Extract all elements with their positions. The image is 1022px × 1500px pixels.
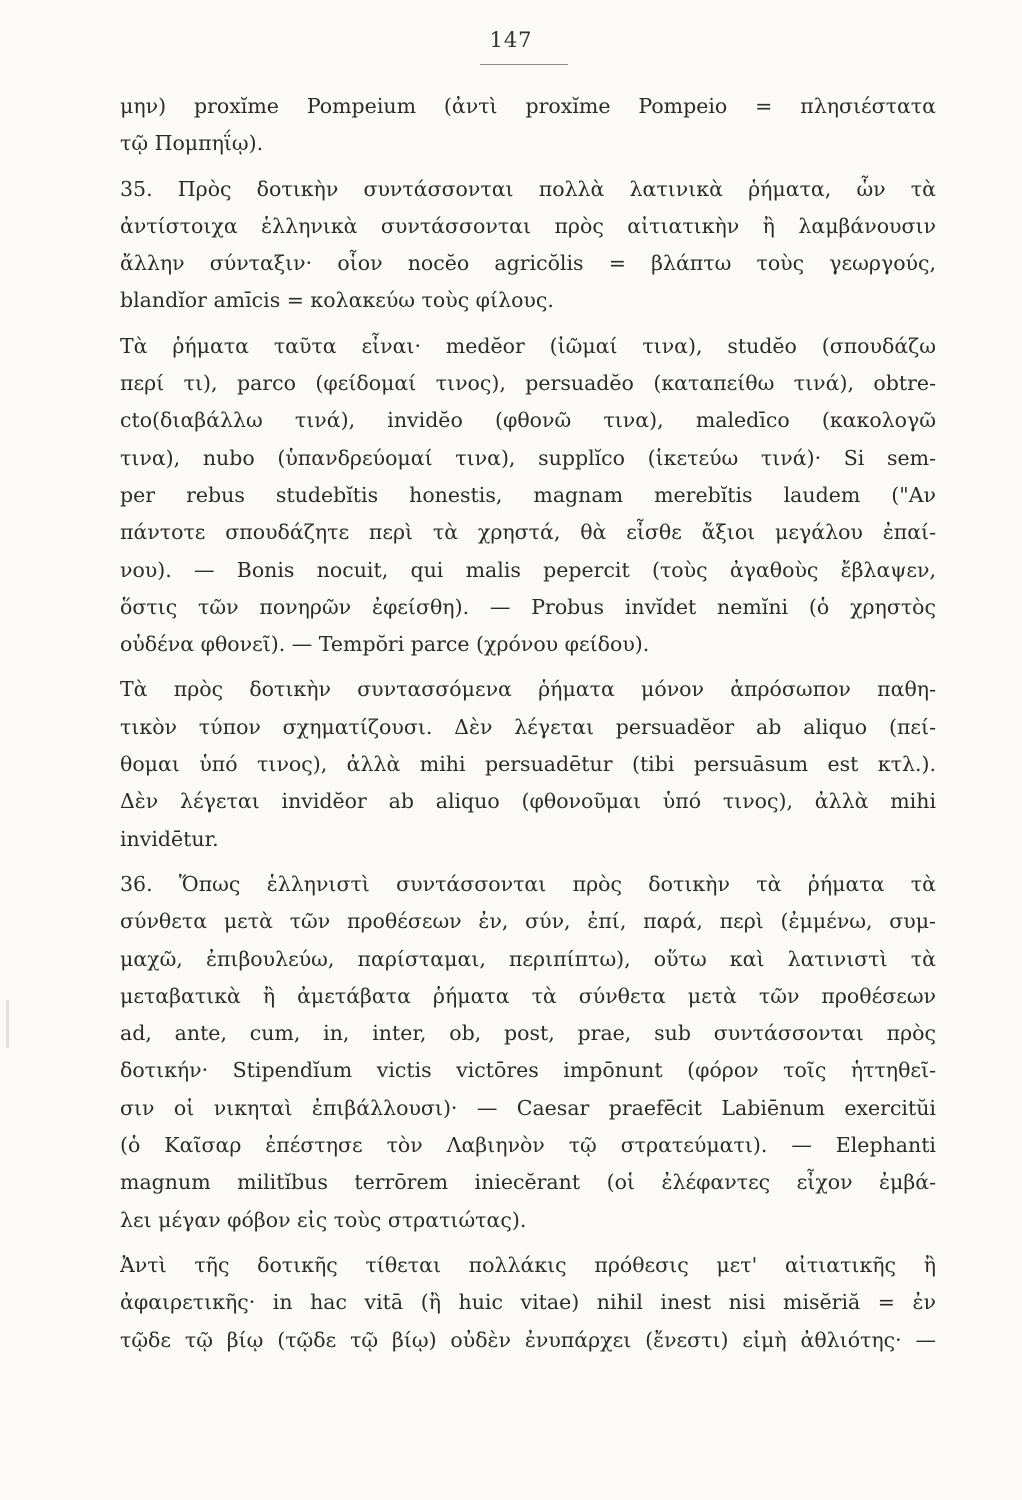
text-line: λει μέγαν φόβον εἰς τοὺς στρατιώτας). xyxy=(120,1207,527,1232)
text-line: Δὲν λέγεται invidĕor ab aliquo (φθονοῦμαι ὑπό τινος), ἀλλὰ mihi xyxy=(120,789,936,814)
text-line: 36. Ὅπως ἑλληνιστὶ συντάσσονται πρὸς δοτικὴν τὰ ῥήματα τὰ xyxy=(120,871,936,896)
body-text xyxy=(120,88,936,1359)
header-rule xyxy=(480,64,568,65)
text-line: μην) proxĭme Pompeium (ἀντὶ proxĭme Pompeio = πλησιέστατα xyxy=(120,94,936,118)
text-line: σιν οἱ νικηταὶ ἐπιβάλλουσι)· — Caesar praefēcit Labiēnum exercitŭi xyxy=(120,1095,936,1120)
text-line: τινα), nubo (ὑπανδρεύομαί τινα), supplĭco (ἱκετεύω τινά)· Si sem- xyxy=(120,445,936,470)
text-line: ἀντίστοιχα ἑλληνικὰ συντάσσονται πρὸς αἰτιατικὴν ἢ λαμβάνουσιν xyxy=(120,213,936,238)
text-line: μαχῶ, ἐπιβουλεύω, παρίσταμαι, περιπίπτω), οὕτω καὶ λατινιστὶ τὰ xyxy=(120,946,936,971)
text-line: magnum militĭbus terrōrem iniecĕrant (οἱ ἐλέφαντες εἶχον ἐμβά- xyxy=(120,1170,936,1195)
paragraph-gap xyxy=(120,663,936,671)
text-line: τικὸν τύπον σχηματίζουσι. Δὲν λέγεται persuadĕor ab aliquo (πεί- xyxy=(120,714,936,739)
text-line: τῷ Πομπηΐῳ). xyxy=(120,131,264,156)
text-line: Τὰ ῥήματα ταῦτα εἶναι· medĕor (ἰῶμαί τινα), studĕo (σπουδάζω xyxy=(120,333,936,358)
text-line: μεταβατικὰ ἢ ἀμετάβατα ῥήματα τὰ σύνθετα μετὰ τῶν προθέσεων xyxy=(120,983,936,1008)
text-line: per rebus studebĭtis honestis, magnam merebĭtis laudem ("Αν xyxy=(120,482,936,507)
text-line: ἀφαιρετικῆς· in hac vitā (ἢ huic vitae) nihil inest nisi misĕriă = ἐν xyxy=(120,1290,936,1315)
text-line: τῷδε τῷ βίῳ (τῷδε τῷ βίῳ) οὐδὲν ἐνυπάρχει (ἔνεστι) εἰμὴ ἀθλιότης· — xyxy=(120,1327,936,1352)
text-line: περί τι), parco (φείδομαί τινος), persuadĕo (καταπείθω τινά), obtre- xyxy=(120,371,936,396)
text-line: θομαι ὑπό τινος), ἀλλὰ mihi persuadētur (tibi persuāsum est κτλ.). xyxy=(120,752,936,777)
text-line: invidētur. xyxy=(120,826,219,851)
paragraph-gap xyxy=(120,320,936,328)
text-line: 35. Πρὸς δοτικὴν συντάσσονται πολλὰ λατινικὰ ῥήματα, ὧν τὰ xyxy=(120,176,936,201)
text-line: Τὰ πρὸς δοτικὴν συντασσόμενα ῥήματα μόνον ἀπρόσωπον παθη- xyxy=(120,677,936,702)
text-line: ὅστις τῶν πονηρῶν ἐφείσθη). — Probus invĭdet nemĭni (ὁ χρηστὸς xyxy=(120,594,936,619)
text-line: (ὁ Καῖσαρ ἐπέστησε τὸν Λαβιηνὸν τῷ στρατεύματι). — Elephanti xyxy=(120,1133,936,1158)
text-line: σύνθετα μετὰ τῶν προθέσεων ἐν, σύν, ἐπί, παρά, περὶ (ἐμμένω, συμ- xyxy=(120,909,936,934)
page-number: 147 xyxy=(489,28,533,52)
text-line: νου). — Bonis nocuit, qui malis pepercit (τοὺς ἀγαθοὺς ἔβλαψεν, xyxy=(120,557,936,582)
text-line: πάντοτε σπουδάζητε περὶ τὰ χρηστά, θὰ εἶσθε ἄξιοι μεγάλου ἐπαί- xyxy=(120,520,936,545)
paragraph-gap xyxy=(120,1239,936,1247)
text-line: blandĭor amīcis = κολακεύω τοὺς φίλους. xyxy=(120,288,554,313)
paragraph-gap xyxy=(120,163,936,171)
paragraph-gap xyxy=(120,858,936,866)
text-line: Ἀντὶ τῆς δοτικῆς τίθεται πολλάκις πρόθεσις μετ' αἰτιατικῆς ἢ xyxy=(120,1252,936,1277)
text-line: ἄλλην σύνταξιν· οἷον nocĕo agricŏlis = βλάπτω τοὺς γεωργούς, xyxy=(120,251,936,276)
page-edge-mark xyxy=(6,1000,9,1048)
text-line: δοτικήν· Stipendĭum victis victōres impōnunt (φόρον τοῖς ἡττηθεῖ- xyxy=(120,1058,936,1083)
text-line: cto(διαβάλλω τινά), invidĕo (φθονῶ τινα), maledīco (κακολογῶ xyxy=(120,408,936,433)
text-line: ad, ante, cum, in, inter, ob, post, prae, sub συντάσσονται πρὸς xyxy=(120,1021,936,1046)
text-line: οὐδένα φθονεῖ). — Tempŏri parce (χρόνου φείδου). xyxy=(120,632,650,657)
